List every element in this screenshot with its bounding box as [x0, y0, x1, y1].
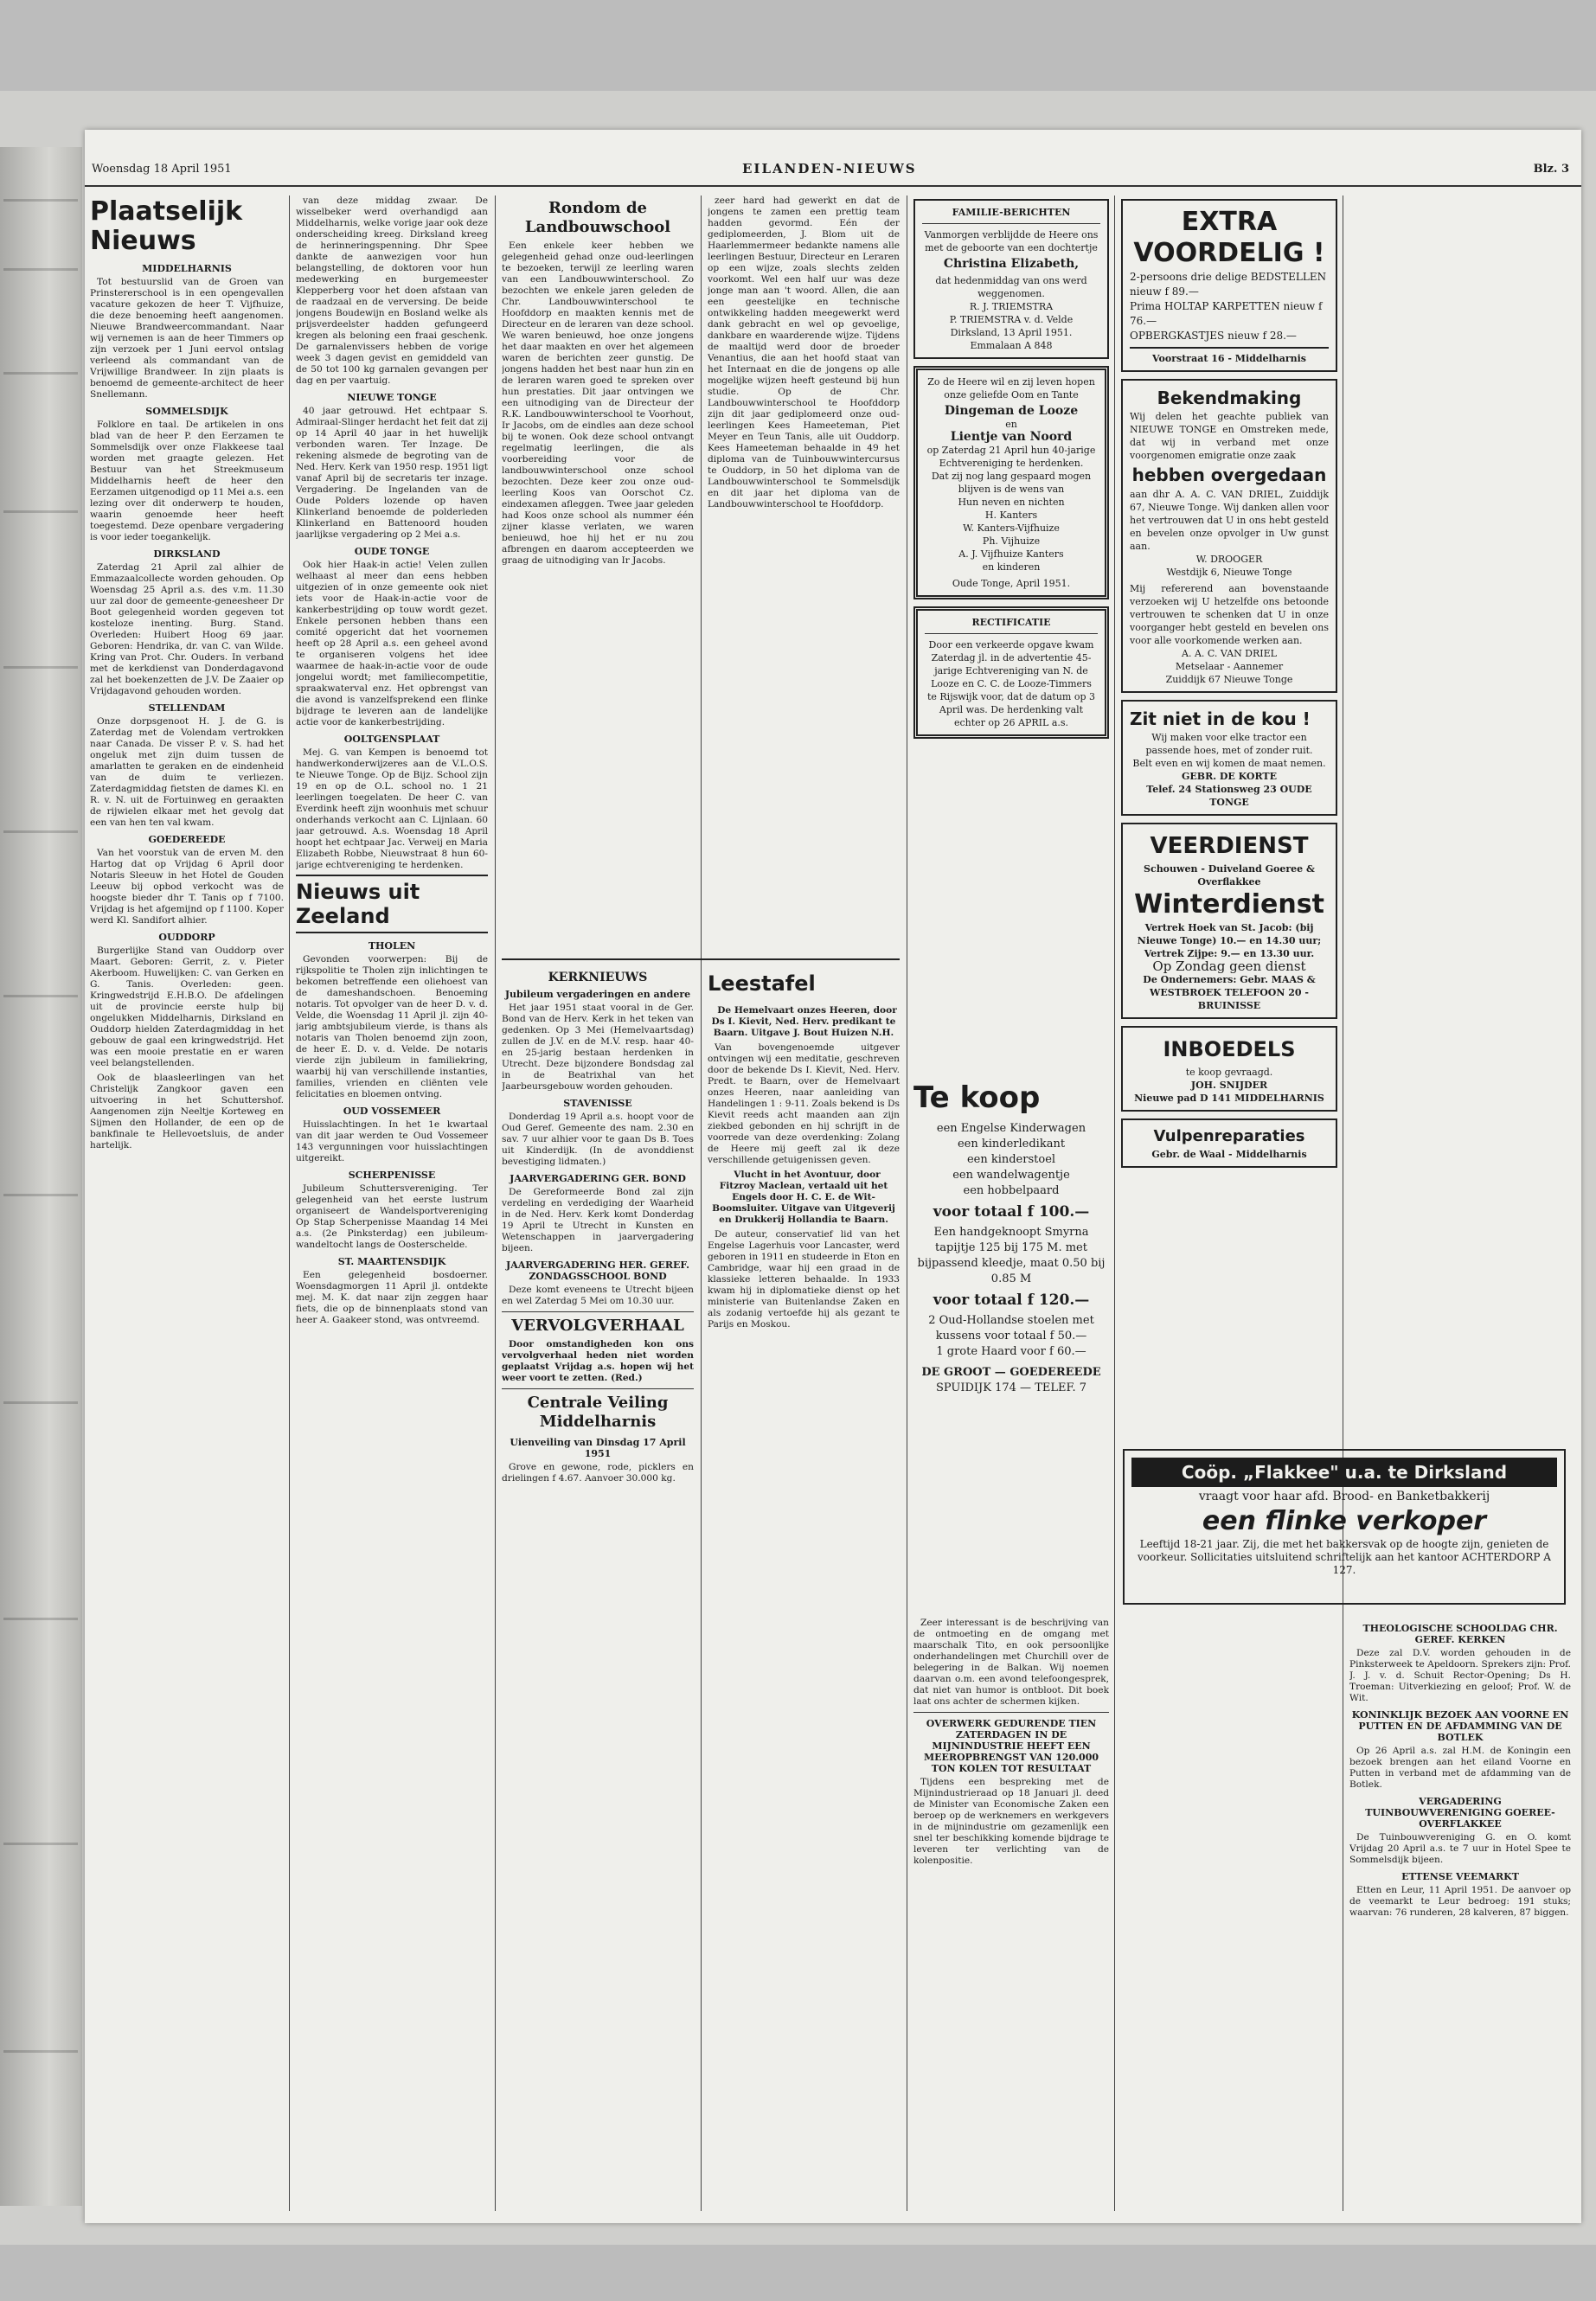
notice-text: Door een verkeerde opgave kwam Zaterdag jl. in de advertentie 45-jarige Echtvereniging van N. de Looze en C. C. de Looze-Timmers te Rijswijk voor, dat de datum op 3 April was. De herdenking valt echter op 26 APRIL a.s.: [926, 639, 1096, 728]
place-heading: MIDDELHARNIS: [142, 263, 232, 274]
column-6-bottom: [1349, 1618, 1571, 2206]
article-title: VERGADERING TUINBOUWVERENIGING GOEREE-OVERFLAKKEE: [1365, 1796, 1555, 1830]
place-heading: JAARVERGADERING HER. GEREF. ZONDAGSSCHOOL BOND: [506, 1259, 689, 1282]
article-text: Zeer interessant is de beschrijving van de ontmoeting en de omgang met maarschalk Tito, en ook persoonlijke onderhandelingen met Churchill over de belegering in de Balkan. Wij noemen daarvan o.m. een avond telefoongesprek, dat niet van humor is ontbloot. Dit boek laat ons achter de schermen kijken.: [913, 1618, 1109, 1707]
ad-text: Mij refererend aan bovenstaande verzoeken wij U hetzelfde ons betoonde vertrouwen te schenken dat U in onze voorganger hebt gesteld en bevelen ons voor alle voorkomende werken aan.: [1130, 583, 1329, 646]
ad-item: OPBERGKASTJES nieuw f 28.—: [1130, 330, 1297, 342]
ad-item: 1 grote Haard voor f 60.—: [936, 1345, 1086, 1358]
article-text: Een enkele keer hebben we gelegenheid gehad onze oud-leerlingen te bezoeken, terwijl ze leerling waren van een Landbouwwinterschool. Zo bezochten we enkele jaren geleden de Chr. Landbouwwinterschool te Hoofddorp en maakten kennis met de Directeur en de leraren van deze school. We waren benieuwd, hoe onze jongens het daar maakten en over het algemeen waren de berichten zeer gunstig. De jongens hadden het best naar hun zin en de leraren waren goed te spreken over hun prestaties. Dit jaar ontvingen we een uitnodiging van de Directeur der R.K. Landbouwwinterschool te Voorhout, Ir Jacobs, om de eindles aan deze school bij te wonen. Ook deze school ontvangt regelmatig leerlingen, die als voorbereiding voor de landbouwwinterschool onze school bezochten. Deze keer zou onze oud-leerling Koos van Oorschot Cz. eindexamen afleggen. Twee jaar geleden had Koos onze school als nummer één zijner klasse verlaten, we waren benieuwd, hoe hij het er nu zou afbrengen en daarom accepteerden we graag de uitnodiging van Ir Jacobs.: [502, 240, 694, 566]
ad-signature: Gebr. de Waal - Middelharnis: [1151, 1149, 1307, 1160]
ad-signature: GEBR. DE KORTE: [1182, 771, 1277, 782]
notice-text: Zo de Heere wil en zij leven hopen onze geliefde Oom en Tante: [927, 376, 1095, 401]
ad-text: Op Zondag geen dienst: [1152, 958, 1306, 974]
ad-signature: A. A. C. VAN DRIEL: [1182, 648, 1277, 659]
ad-text: aan dhr A. A. C. VAN DRIEL, Zuiddijk 67, Nieuwe Tonge. Wij danken allen voor het vertrouwen dat U in ons hebt gesteld en bevelen onze opvolger in Uw gunst aan.: [1130, 489, 1329, 552]
ad-signature: Metselaar - Aannemer: [1175, 661, 1284, 672]
article-text: De auteur, conservatief lid van het Engelse Lagerhuis voor Lancaster, werd geboren in 1911 en studeerde in Eton en Cambridge, waar hij een graad in de klassieke letteren behaalde. In 1933 kwam hij in diplomatieke dienst op het ministerie van Buitenlandse Zaken en als zodanig vertoefde hij als gezant te Parijs en Moskou.: [708, 1229, 900, 1330]
ad-signature: Telef. 24 Stationsweg 23 OUDE TONGE: [1146, 784, 1312, 808]
article-text: Deze zal D.V. worden gehouden in de Pinksterweek te Apeldoorn. Sprekers zijn: Prof. J. J. v. d. Schuit Rector-Opening; Ds H. Troeman: Uitverkiezing en geloof; Prof. W. de Wit.: [1349, 1648, 1571, 1703]
ad-text: Leeftijd 18-21 jaar. Zij, die met het bakkersvak op de hoogte zijn, genieten de voorkeur. Sollicitaties uitsluitend schriftelijk aan het kantoor ACHTERDORP A 127.: [1138, 1538, 1551, 1576]
notice-place: Dirksland, 13 April 1951.: [950, 327, 1073, 338]
column-rule: [701, 195, 702, 2211]
tekoop-ad: [913, 1080, 1109, 1443]
notice-heading: FAMILIE-BERICHTEN: [952, 207, 1071, 218]
notice-name: Lientje van Noord: [950, 430, 1073, 444]
header-page-number: Blz. 3: [1533, 163, 1569, 176]
article-text: Jubileum Schuttersvereniging. Ter gelegenheid van het eerste lustrum organiseert de Wandelsportvereniging Op Stap Scherpenisse Maandag 14 Mei a.s. (2e Pinksterdag) een jubileum-wandeltocht langs de Oosterschelde.: [296, 1183, 488, 1250]
ad-text: Wij delen het geachte publiek van NIEUWE TONGE en Omstreken mede, dat wij in verband met onze voorgenomen emigratie onze zaak: [1130, 411, 1329, 461]
zit-niet-ad: [1121, 700, 1337, 816]
extra-voordelig-ad: [1121, 199, 1337, 372]
article-text: zeer hard had gewerkt en dat de jongens te zamen een prettig team hadden gevormd. Eén der gediplomeerden, J. Blom uit de Haarlemmermeer bedankte namens alle leerlingen Bestuur, Directeur en Leraren op een wijze, zoals slechts zelden voorkomt. Wel een half uur was deze jonge man aan 't woord. Allen, die aan een geestelijke en technische ontwikkeling hadden meegewerkt werd dank gebracht en wel op gevoelige, dankbare en waarderende wijze. Tijdens de maaltijd werd door de broeder Venantius, die aan het hoofd staat van het Internaat en die de jongens op alle mogelijke wijzen heeft gesteund bij hun studie. Op de Chr. Landbouwwinterschool te Hoofddorp zijn dit jaar gediplomeerd onze oud-leerlingen Kees Hameeteman, Piet Meyer en Teun Tanis, alle uit Ouddorp. Kees Hameeteman behaalde in 49 het diploma van de Tuinbouwwintercursus te Ouddorp, in 50 het diploma van de Landbouwwinterschool te Sommelsdijk en dit jaar het diploma van de Landbouwwinterschool te Hoofddorp.: [708, 195, 900, 510]
ad-title: Winterdienst: [1134, 889, 1324, 920]
column-1: [90, 195, 284, 2211]
column-5-ads: [913, 195, 1109, 1069]
book-title: Vlucht in het Avontuur, door Fitzroy Maclean, vertaald uit het Engels door H. C. E. de Wit-Boomsluiter. Uitgave van Uitgeverij en Drukkerij Hollandia te Baarn.: [712, 1170, 895, 1225]
notice-text: dat hedenmiddag van ons werd weggenomen.: [935, 275, 1087, 299]
article-text: van deze middag zwaar. De wisselbeker werd overhandigd aan Middelharnis, welke vorige jaar ook deze onderscheiding kreeg. Dirksland kreeg de herinneringspenning. Dhr Spee dankte de aanwezigen voor hun belangstelling, de doktoren voor hun medewerking en burgemeester Klepperberg voor het doen afstaan van de raadzaal en de verversing. De beide jongens Boudewijn en Bosland welke als prijsverdeelster hadden gefungeerd kregen als beloning een fraai geschenk. De garnalenvissers hebben de vorige week 3 dagen gevist en gemiddeld van de 50 tot 100 kg garnalen gevangen per dag en per vaartuig.: [296, 195, 488, 386]
place-heading: DIRKSLAND: [153, 548, 221, 560]
article-text: Ook de blaasleerlingen van het Christelijk Zangkoor gaven een uitvoering in het Schuttershof. Aangenomen zijn Neeltje Korteweg en Sijmen den Hollander, de een op de bankfinale te Hellevoetsluis, de ander hartelijk.: [90, 1073, 284, 1150]
ad-item: een kinderstoel: [966, 1153, 1056, 1166]
column-3-top: [502, 195, 694, 948]
ad-title: hebben overgedaan: [1131, 465, 1327, 485]
ad-item: Een handgeknoopt Smyrna tapijtje 125 bij 175 M. met bijpassend kleedje, maat 0.50 bij 0.85 M: [917, 1226, 1106, 1285]
article-text: Van het voorstuk van de erven M. den Hartog dat op Vrijdag 6 April door Notaris Sleeuw in het Hotel de Gouden Leeuw bij opbod verkocht was de hoogste bieder dhr T. Tanis op f 7100. Vrijdag is het afgemijnd op f 1100. Koper werd Kl. Sandifort alhier.: [90, 848, 284, 926]
notice-text: op Zaterdag 21 April hun 40-jarige Echtvereniging te herdenken.: [926, 445, 1096, 469]
place-heading: STAVENISSE: [563, 1098, 632, 1109]
article-subtitle: Uienveiling van Dinsdag 17 April 1951: [510, 1437, 686, 1459]
place-heading: OUDDORP: [158, 932, 215, 943]
article-text: Deze komt eveneens te Utrecht bijeen en wel Zaterdag 5 Mei om 10.30 uur.: [502, 1285, 694, 1306]
ad-title: Zit niet in de kou !: [1130, 708, 1311, 729]
ad-title: INBOEDELS: [1163, 1037, 1296, 1061]
article-text: Grove en gewone, rode, picklers en drielingen f 4.67. Aanvoer 30.000 kg.: [502, 1462, 694, 1484]
newspaper-page: [85, 130, 1581, 2223]
ad-item: 2-persoons drie delige BEDSTELLEN nieuw f 89.—: [1130, 271, 1327, 298]
article-text: Mej. G. van Kempen is benoemd tot handwerkonderwijzeres aan de V.L.O.S. te Nieuwe Tonge. Op de Bijz. School zijn 19 en op de O.L. school no. 1 21 leerlingen toegelaten. De heer C. van Everdink heeft zijn woonhuis met schuur onderhands verkocht aan C. Lijnlaan. 60 jaar getrouwd. A.s. Woensdag 18 April hoopt het echtpaar Jac. Verweij en Maria Elizabeth Robbe, Nieuwstraat 8 hun 60-jarige echtvereniging te herdenken.: [296, 747, 488, 870]
article-title: OVERWERK GEDURENDE TIEN ZATERDAGEN IN DE MIJNINDUSTRIE HEEFT EEN MEEROPBRENGST VAN 120.000 TON KOLEN TOT RESULTAAT: [923, 1718, 1099, 1774]
notice-family: Hun neven en nichten: [958, 497, 1065, 508]
article-text: De Gereformeerde Bond zal zijn verdeling en verdediging der Waarheid in de Ned. Herv. Kerk komt Donderdag 19 April te Utrecht in Kunsten en Wetenschappen in jaarvergadering bijeen.: [502, 1187, 694, 1253]
article-text: Tot bestuurslid van de Groen van Prinstererschool is in een opengevallen vacature gekozen de heer T. Vijfhuize, die deze benoeming heeft aangenomen. Nieuwe Brandweercommandant. Naar wij vernemen is aan de heer Timmers op zijn verzoek per 1 Juni eervol ontslag verleend als commandant van de Vrijwillige Brandweer. In zijn plaats is benoemd de gemeente-architect de heer Snellemann.: [90, 277, 284, 400]
book-title: De Hemelvaart onzes Heeren, door Ds I. Kievit, Ned. Herv. predikant te Baarn. Uitgave J. Bout Huizen N.H.: [711, 1005, 897, 1038]
article-title: ETTENSE VEEMARKT: [1401, 1871, 1519, 1882]
page-header: [85, 156, 1581, 187]
article-text: Van bovengenoemde uitgever ontvingen wij een meditatie, geschreven door de bekende Ds I. Kievit, Ned. Herv. Predt. te Baarn, over de Hemelvaart onzes Heeren, naar aanleiding van Handelingen 1 : 9-11. Zoals bekend is Ds Kievit reeds acht maanden aan zijn ziekbed gebonden en hij schrijft in de voorrede van deze overdenking: Zolang de Heere mij geeft zal ik deze verschillende getuigenissen geven.: [708, 1042, 900, 1165]
article-text: Donderdag 19 April a.s. hoopt voor de Oud Geref. Gemeente des nam. 2.30 en sav. 7 uur alhier voor te gaan Ds B. Toes uit Kinderdijk. (In de avonddienst bevestiging lidmaten.): [502, 1112, 694, 1167]
column-5-bottom: [913, 1618, 1109, 2206]
header-date: Woensdag 18 April 1951: [92, 163, 232, 176]
ad-address: Voorstraat 16 - Middelharnis: [1130, 347, 1329, 365]
notice-signature: R. J. TRIEMSTRA: [969, 301, 1054, 312]
ad-text: Belt even en wij komen de maat nemen.: [1132, 758, 1326, 769]
ad-title: een flinke verkoper: [1202, 1506, 1487, 1536]
column-2: [296, 195, 488, 2211]
place-heading: JAARVERGADERING GER. BOND: [510, 1173, 686, 1184]
ad-signature: Westdijk 6, Nieuwe Tonge: [1166, 567, 1292, 578]
article-text: Zaterdag 21 April zal alhier de Emmazaalcollecte worden gehouden. Op Woensdag 25 April a.s. des v.m. 11.30 uur zal door de gemeente-geneesheer Dr Boot gelegenheid worden gegeven tot kosteloze inenting. Burg. Stand. Overleden: Huibert Hoog 69 jaar. Geboren: Hendrika, dr. van C. van Wilde. Kring van Prot. Chr. Ouders. In verband met de kerkdienst van Donderdagavond zal het boekenzetten de J.V. De Zaaier op Vrijdagavond gehouden worden.: [90, 562, 284, 696]
notice-name: Dingeman de Looze: [944, 404, 1079, 418]
place-heading: OOLTGENSPLAAT: [343, 734, 440, 745]
section-title: Plaatselijk Nieuws: [90, 196, 243, 256]
column-rule: [1114, 195, 1115, 2211]
place-heading: STELLENDAM: [148, 702, 226, 714]
family-notice: [913, 199, 1109, 359]
article-text: Tijdens een bespreking met de Mijnindustrieraad op 18 Januari jl. deed de Minister van Economische Zaken een beroep op de werknemers en werkgevers in de mijnindustrie om gezamenlijk een snel ter beschikking komende bijdrage te leveren ter verlichting van de kolenpositie.: [913, 1777, 1109, 1866]
ad-text: te koop gevraagd.: [1185, 1067, 1273, 1078]
article-title: VERVOLGVERHAAL: [511, 1317, 684, 1335]
column-6-ads: [1121, 195, 1337, 1441]
section-title: Leestafel: [708, 971, 816, 996]
ad-title: Vulpenreparaties: [1153, 1127, 1305, 1145]
place-heading: NIEUWE TONGE: [347, 392, 437, 403]
article-text: Het jaar 1951 staat vooral in de Ger. Bond van de Herv. Kerk in het teken van gedenken. Op 3 Mei (Hemelvaartsdag) zullen de J.V. en de M.V. resp. haar 40- en 25-jarig bestaan herdenken in Utrecht. Deze bijzondere Bondsdag zal in de Beatrixhal van het Jaarbeursgebouw worden gehouden.: [502, 1003, 694, 1092]
place-heading: GOEDEREEDE: [148, 834, 226, 845]
article-text: 40 jaar getrouwd. Het echtpaar S. Admiraal-Slinger herdacht het feit dat zij op 14 April 40 jaar in het huwelijk verbonden waren. Ter Inzage. De rekening alsmede de begroting van de Ned. Herv. Kerk van 1950 resp. 1951 ligt vanaf April bij de secretaris ter inzage. Vergadering. De Ingelanden van de Oude Polders lozende op haven Klinkerland benoemde de polderleden Klinkerland en Battenoord houden jaarlijkse vergadering op 2 Mei a.s.: [296, 406, 488, 540]
ad-text: De Ondernemers: Gebr. MAAS & WESTBROEK TELEFOON 20 - BRUINISSE: [1143, 974, 1316, 1011]
ad-item: een wandelwagentje: [952, 1169, 1070, 1182]
article-text: Onze dorpsgenoot H. J. de G. is Zaterdag met de Volendam vertrokken naar Canada. De visser P. v. S. had het ongeluk met zijn duim tussen de amarlatten te geraken en de eindenheid van de duim te verliezen. Zaterdagmiddag fietsten de dames Kl. en R. v. N. uit de Fortuinweg en geraakten de rijwielen elkaar met het gevolg dat een van hen ten val kwam.: [90, 716, 284, 828]
ad-subtitle: Schouwen - Duiveland Goeree & Overflakkee: [1144, 863, 1315, 888]
notice-text: Dat zij nog lang gespaard mogen blijven is de wens van: [931, 471, 1092, 495]
ad-title: VOORDELIG !: [1133, 238, 1325, 268]
ad-shop-address: SPUIDIJK 174 — TELEF. 7: [935, 1381, 1087, 1394]
article-text: Huisslachtingen. In het 1e kwartaal van dit jaar werden te Oud Vossemeer 143 vergunningen voor huisslachtingen uitgereikt.: [296, 1119, 488, 1163]
ad-text: Vertrek Zijpe: 9.— en 13.30 uur.: [1144, 948, 1315, 959]
ad-title: Te koop: [913, 1080, 1041, 1115]
article-title: KONINKLIJK BEZOEK AAN VOORNE EN PUTTEN EN DE AFDAMMING VAN DE BOTLEK: [1351, 1709, 1569, 1743]
ad-signature: W. DROOGER: [1195, 554, 1263, 565]
article-subtitle: Jubileum vergaderingen en andere: [504, 989, 691, 1000]
rectification-notice: [913, 606, 1109, 739]
ad-subtitle: vraagt voor haar afd. Brood- en Banketbakkerij: [1198, 1490, 1490, 1503]
vulpen-ad: [1121, 1118, 1337, 1168]
ad-signature: JOH. SNIJDER: [1190, 1080, 1268, 1091]
notice-name: Christina Elizabeth,: [943, 257, 1080, 271]
ad-item: 2 Oud-Hollandse stoelen met kussens voor totaal f 50.—: [928, 1314, 1094, 1343]
coop-ad: [1123, 1449, 1566, 1605]
article-title: Centrale Veiling Middelharnis: [527, 1394, 669, 1431]
ad-item: Prima HOLTAP KARPETTEN nieuw f 76.—: [1130, 300, 1323, 327]
header-masthead: EILANDEN-NIEUWS: [742, 161, 917, 176]
place-heading: THOLEN: [368, 940, 416, 952]
previous-page-edge: [0, 147, 82, 2206]
article-text: Op 26 April a.s. zal H.M. de Koningin een bezoek brengen aan het eiland Voorne en Putten in verband met de afdamming van de Botlek.: [1349, 1746, 1571, 1790]
notice-date: Oude Tonge, April 1951.: [952, 578, 1071, 589]
place-heading: ST. MAARTENSDIJK: [337, 1256, 446, 1267]
ad-title: Coöp. „Flakkee" u.a. te Dirksland: [1131, 1458, 1557, 1487]
column-rule: [495, 195, 496, 2211]
ad-price: voor totaal f 100.—: [933, 1203, 1090, 1221]
notice-family: H. Kanters: [984, 510, 1038, 521]
article-title: THEOLOGISCHE SCHOOLDAG CHR. GEREF. KERKEN: [1362, 1623, 1558, 1645]
ad-text: Wij maken voor elke tractor een passende hoes, met of zonder ruit.: [1145, 732, 1313, 756]
ad-signature: Zuiddijk 67 Nieuwe Tonge: [1165, 674, 1293, 685]
article-text: Burgerlijke Stand van Ouddorp over Maart. Geboren: Gerrit, z. v. Pieter Akerboom. Huwelijken: C. van Gerken en G. Tanis. Overleden: geen. Kringwedstrijd E.H.B.O. De afdelingen uit de provincie eerste hulp bij ongelukken Middelharnis, Dirksland en Ouddorp hielden Zaterdagmiddag in het gebouw de gaal een kringwedstrijd. Het was een mooie prestatie en er waren veel belangstellenden.: [90, 945, 284, 1068]
article-text: Etten en Leur, 11 April 1951. De aanvoer op de veemarkt te Leur bedroeg: 191 stuks; waarvan: 76 runderen, 28 kalveren, 87 biggen.: [1349, 1885, 1571, 1918]
article-text: De Tuinbouwvereniging G. en O. komt Vrijdag 20 April a.s. te 7 uur in Hotel Spee te Sommelsdijk bijeen.: [1349, 1832, 1571, 1865]
section-title: Nieuws uit Zeeland: [296, 875, 488, 933]
article-title: KERKNIEUWS: [548, 971, 648, 984]
ad-item: een Engelse Kinderwagen: [936, 1122, 1086, 1135]
column-4-bottom: [708, 967, 900, 2204]
notice-family: W. Kanters-Vijfhuize: [963, 522, 1060, 534]
article-text: Folklore en taal. De artikelen in ons blad van de heer P. den Eerzamen te Sommelsdijk over onze Flakkeese taal worden met graagte gelezen. Het Bestuur van het Streekmuseum Middelharnis heeft de heer den Eerzamen uitgenodigd op 11 Mei a.s. een lezing over dit onderwerp te houden, waarin genoemde heer heeft toegestemd. Deze openbare vergadering is voor ieder toegankelijk.: [90, 420, 284, 542]
ad-shop: DE GROOT — GOEDEREEDE: [921, 1366, 1101, 1379]
bekendmaking-ad: [1121, 379, 1337, 693]
place-heading: OUDE TONGE: [354, 546, 430, 557]
article-title: Rondom de Landbouwschool: [524, 199, 671, 236]
article-text: Een gelegenheid bosdoerner. Woensdagmorgen 11 April jl. ontdekte mej. M. K. dat naar zijn zeggen haar fiets, die op de binnenplaats stond van heer A. Gaakeer stond, was ontvreemd.: [296, 1270, 488, 1325]
inboedels-ad: [1121, 1026, 1337, 1112]
place-heading: OUD VOSSEMEER: [343, 1106, 441, 1117]
article-text: Ook hier Haak-in actie! Velen zullen welhaast al meer dan eens hebben uitgezien of in onze gemeente ook niet iets voor de Haak-in-actie voor de kankerbestrijding op touw wordt gezet. Enkele personen hebben thans een comité opgericht dat het voornemen heeft op 28 April a.s. een geheel avond te organiseren volgens het idee waarmee de haak-in-actie voor de oude jongelui wordt; met familiecompetitie, spraakwaterval enz. Het opbrengst van die avond is vanzelfsprekend een flinke bijdrage te leveren aan de landelijke actie voor de kankerbestrijding.: [296, 560, 488, 727]
notice-heading: RECTIFICATIE: [971, 617, 1051, 628]
ad-price: voor totaal f 120.—: [933, 1292, 1090, 1309]
ad-title: Bekendmaking: [1157, 388, 1302, 408]
notice-address: Emmalaan A 848: [970, 340, 1053, 351]
article-text: Gevonden voorwerpen: Bij de rijkspolitie te Tholen zijn inlichtingen te bekomen betreffende een oliehoest van de dameshandschoen. Benoeming notaris. Tot opvolger van de heer D. v. d. Velde, die Woensdag 11 April jl. zijn 40-jarig ambtsjubileum vierde, is thans als notaris van Tholen benoemd zijn zoon, de heer E. D. v. d. Velde. De notaris vierde zijn jubileum in familiekring, waarbij hij van verschillende instanties, families, vrienden en cliënten vele felicitaties en bloemen ontving.: [296, 954, 488, 1099]
notice-family: en kinderen: [982, 561, 1041, 573]
veerdienst-ad: [1121, 823, 1337, 1019]
column-3-bottom: [502, 967, 694, 2204]
section-rule: [502, 958, 900, 960]
ad-item: een hobbelpaard: [963, 1184, 1060, 1197]
article-text: Door omstandigheden kon ons vervolgverhaal heden niet worden geplaatst Vrijdag a.s. hopen wij het weer voort te zetten. (Red.): [502, 1339, 694, 1383]
notice-family: A. J. Vijfhuize Kanters: [958, 548, 1064, 560]
ad-signature: Nieuwe pad D 141 MIDDELHARNIS: [1134, 1093, 1324, 1104]
notice-signature: P. TRIEMSTRA v. d. Velde: [949, 314, 1074, 325]
place-heading: SOMMELSDIJK: [145, 406, 228, 417]
ad-title: EXTRA: [1181, 207, 1278, 237]
ad-item: een kinderledikant: [957, 1138, 1066, 1150]
anniversary-notice: [913, 366, 1109, 599]
ad-text: Vertrek Hoek van St. Jacob: (bij Nieuwe Tonge) 10.— en 14.30 uur;: [1137, 922, 1322, 946]
column-rule: [289, 195, 290, 2211]
place-heading: SCHERPENISSE: [348, 1170, 436, 1181]
notice-text: Vanmorgen verblijdde de Heere ons met de geboorte van een dochtertje: [924, 229, 1099, 253]
notice-family: Ph. Vijhuize: [982, 535, 1041, 547]
column-4-top: [708, 195, 900, 948]
notice-text: en: [1005, 419, 1017, 430]
ad-title: VEERDIENST: [1150, 833, 1309, 859]
